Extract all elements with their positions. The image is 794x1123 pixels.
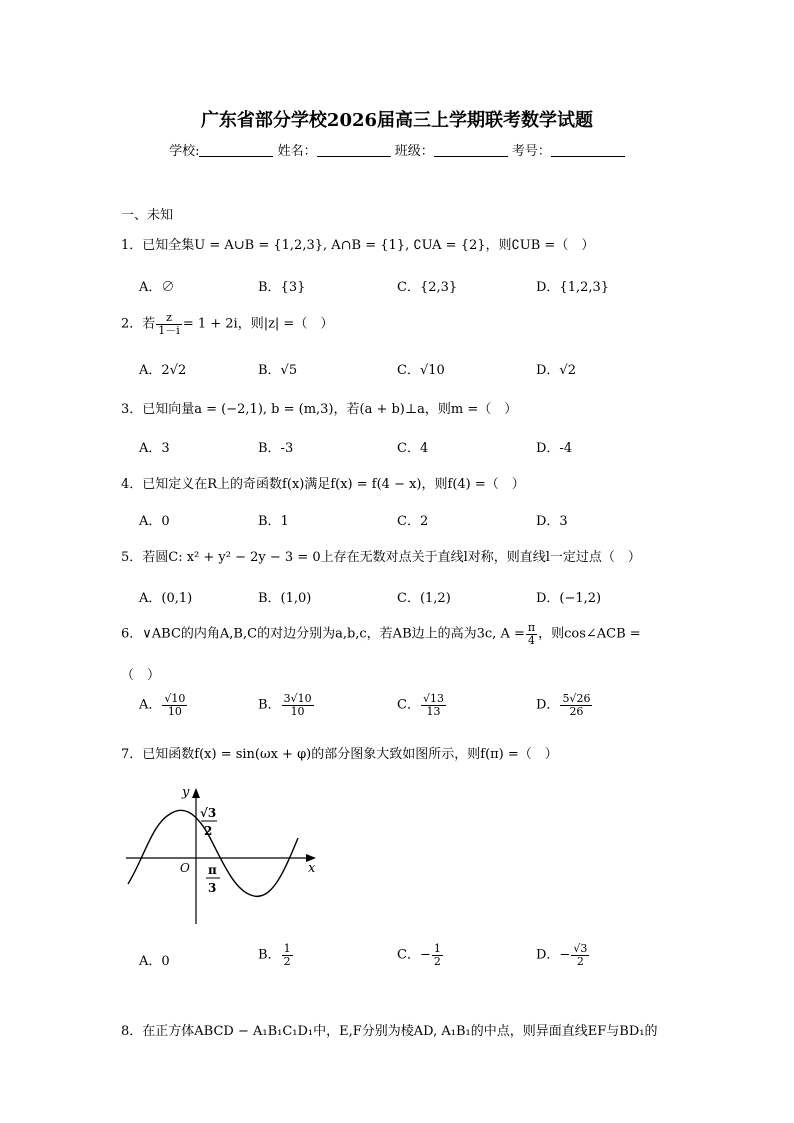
question-5-option-b[interactable]: B．(1,0) — [258, 591, 312, 606]
question-6-option-d[interactable] — [536, 693, 593, 717]
option-prefix: A． — [139, 697, 162, 713]
student-info-line — [0, 140, 794, 159]
exam-number-label: 考号： — [511, 144, 551, 159]
fraction-denominator: 13 — [426, 704, 441, 718]
option-prefix: D．− — [536, 947, 571, 963]
question-2-option-d[interactable]: D．√2 — [536, 363, 576, 378]
sine-graph-figure — [122, 782, 322, 932]
x-tick-denominator: 3 — [208, 881, 217, 895]
fraction-numerator: √3 — [573, 942, 588, 955]
option-prefix: B． — [258, 697, 281, 713]
fraction-denominator: 10 — [290, 704, 305, 718]
question-4-option-c[interactable]: C．2 — [397, 514, 429, 529]
question-2-stem — [121, 312, 333, 336]
fraction-numerator: √10 — [164, 692, 186, 705]
fraction-numerator: π — [527, 621, 536, 634]
option-prefix: A． — [139, 954, 162, 969]
question-1-option-c[interactable]: C．{2,3} — [397, 280, 458, 295]
school-blank[interactable] — [199, 144, 273, 157]
y-tick-numerator: √3 — [200, 806, 217, 820]
question-1-stem: 1．已知全集U = A∪B = {1,2,3}, A∩B = {1}, ∁UA = {2}，则∁UB =（ ） — [121, 238, 595, 253]
question-5-option-a[interactable]: A．(0,1) — [139, 591, 193, 606]
option-prefix: C．− — [397, 947, 431, 963]
fraction-denominator: 2 — [283, 954, 291, 968]
question-2-stem-start: 2．若 — [121, 316, 156, 332]
fraction-denominator: 1－i — [158, 323, 180, 337]
fraction-numerator: 3√10 — [283, 692, 312, 705]
class-blank[interactable] — [434, 144, 508, 157]
question-6-stem — [121, 622, 641, 646]
question-1-option-a[interactable]: A．∅ — [139, 280, 175, 295]
question-3-stem: 3．已知向量a = (−2,1), b = (m,3)，若(a + b)⊥a，则m =（ ） — [121, 402, 518, 417]
question-6-stem-line2: （ ） — [121, 668, 161, 683]
y-tick-denominator: 2 — [204, 824, 213, 838]
option-prefix: C． — [397, 697, 420, 713]
question-3-option-b[interactable]: B．-3 — [258, 441, 294, 456]
question-4-option-a[interactable]: A．0 — [139, 514, 170, 529]
y-axis-label: y — [182, 785, 190, 800]
option-prefix: D． — [536, 697, 560, 713]
question-6-fraction — [526, 622, 537, 646]
question-4-option-b[interactable]: B．1 — [258, 514, 289, 529]
question-5-stem: 5．若圆C: x² + y² − 2y − 3 = 0上存在无数对点关于直线l对称，则直线l一定过点（ ） — [121, 550, 641, 565]
question-5-option-c[interactable]: C．(1,2) — [397, 591, 451, 606]
question-4-option-d[interactable]: D．3 — [536, 514, 568, 529]
question-2-option-a[interactable]: A．2√2 — [139, 363, 187, 378]
section-heading: 一、未知 — [121, 208, 174, 223]
fraction-numerator: √13 — [422, 692, 444, 705]
question-2-option-b[interactable]: B．√5 — [258, 363, 298, 378]
question-3-option-d[interactable]: D．-4 — [536, 441, 573, 456]
question-2-option-c[interactable]: C．√10 — [397, 363, 445, 378]
question-4-stem: 4．已知定义在R上的奇函数f(x)满足f(x) = f(4 − x)，则f(4) =（ ） — [121, 477, 525, 492]
name-label: 姓名： — [277, 144, 317, 159]
question-7-option-b[interactable] — [258, 943, 294, 967]
fraction-denominator: 10 — [167, 704, 182, 718]
fraction-numerator: 1 — [283, 942, 291, 955]
question-1-option-d[interactable]: D．{1,2,3} — [536, 280, 610, 295]
x-tick-numerator: π — [208, 863, 217, 877]
option-prefix: B． — [258, 947, 281, 963]
name-blank[interactable] — [317, 144, 391, 157]
question-2-stem-end: = 1 + 2i，则|z| =（ ） — [182, 316, 334, 332]
option-value: 0 — [161, 954, 170, 969]
page-title: 广东省部分学校2026届高三上学期联考数学试题 — [200, 110, 594, 131]
fraction-numerator: 5√26 — [562, 692, 591, 705]
question-7-option-c[interactable] — [397, 943, 444, 967]
class-label: 班级： — [394, 144, 434, 159]
fraction-denominator: 2 — [433, 954, 441, 968]
exam-number-blank[interactable] — [551, 144, 625, 157]
question-1-option-b[interactable]: B．{3} — [258, 280, 306, 295]
question-5-option-d[interactable]: D．(−1,2) — [536, 591, 602, 606]
question-2-fraction — [156, 312, 182, 336]
fraction-denominator: 2 — [576, 954, 584, 968]
question-6-option-c[interactable] — [397, 693, 447, 717]
fraction-denominator: 26 — [569, 704, 584, 718]
question-6-option-a[interactable] — [139, 693, 188, 717]
question-8-stem: 8．在正方体ABCD − A₁B₁C₁D₁中，E,F分别为棱AD, A₁B₁的中点，则异面直线EF与BD₁的 — [121, 1024, 658, 1039]
question-7-stem: 7．已知函数f(x) = sin(ωx + φ)的部分图象大致如图所示，则f(π) =（ ） — [121, 747, 558, 762]
y-axis-arrow — [192, 788, 200, 798]
question-7-option-d[interactable] — [536, 943, 590, 967]
school-label: 学校: — [169, 144, 200, 159]
question-6-option-b[interactable] — [258, 693, 315, 717]
question-6-stem-start: 6．∨ABC的内角A,B,C的对边分别为a,b,c，若AB边上的高为3c, A = — [121, 626, 525, 642]
question-7-option-a[interactable] — [139, 950, 170, 969]
fraction-numerator: z — [156, 312, 182, 325]
question-3-option-c[interactable]: C．4 — [397, 441, 429, 456]
x-axis-label: x — [308, 861, 316, 876]
fraction-numerator: 1 — [433, 942, 441, 955]
question-6-stem-end: ，则cos∠ACB = — [538, 626, 641, 642]
question-3-option-a[interactable]: A．3 — [139, 441, 170, 456]
origin-label: O — [180, 861, 190, 875]
fraction-denominator: 4 — [527, 633, 535, 647]
